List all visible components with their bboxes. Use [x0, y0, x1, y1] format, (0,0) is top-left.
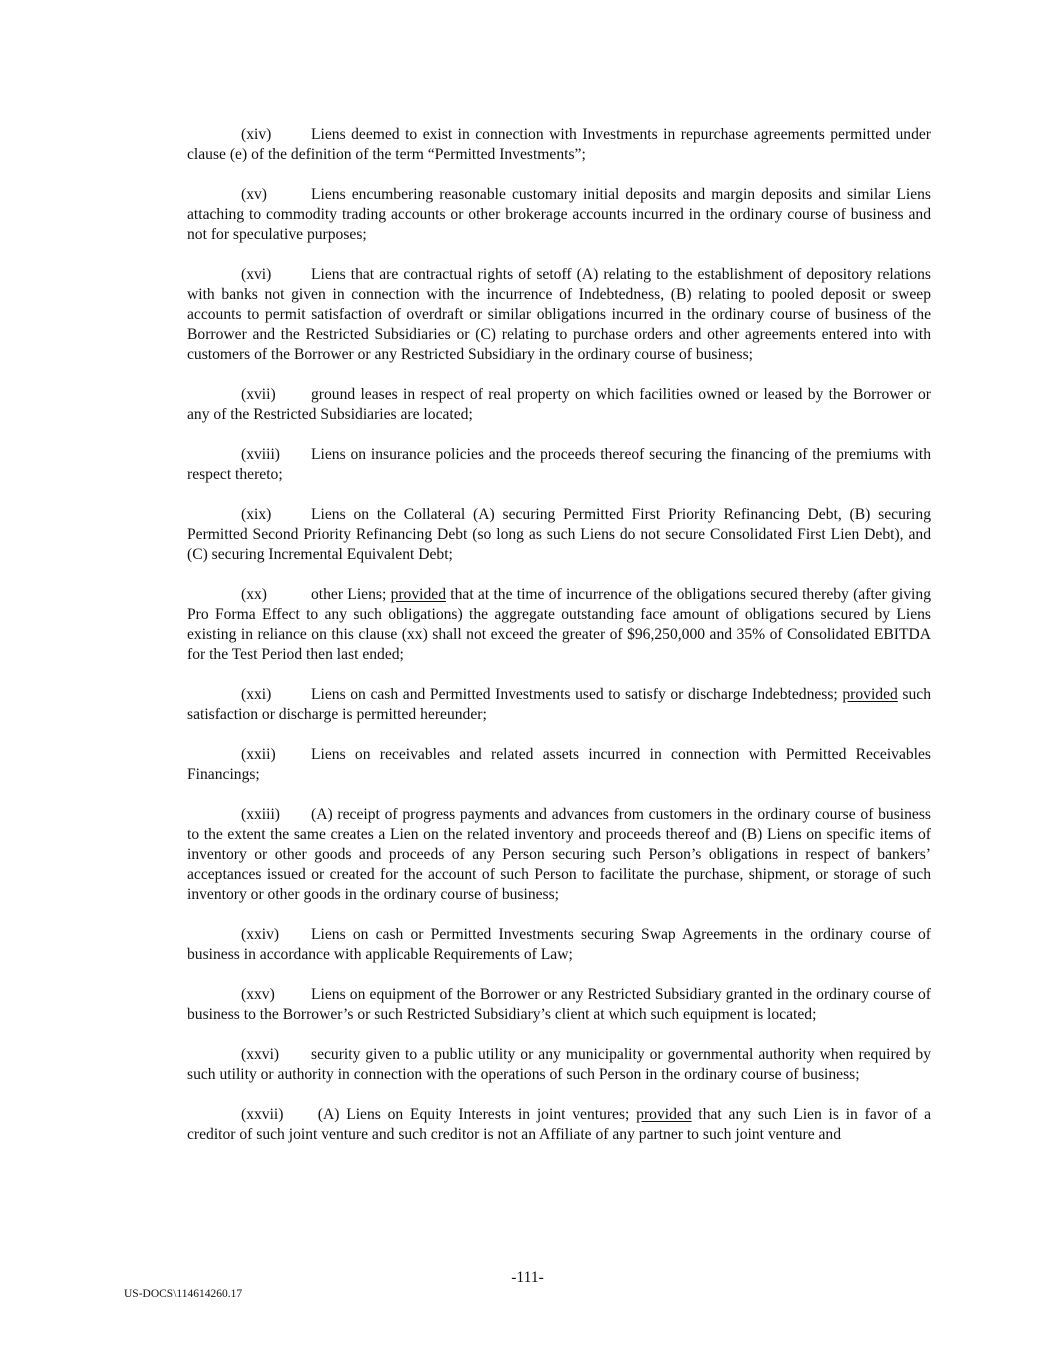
clause-xxiv	[187, 925, 931, 965]
clause-number: (xix)	[241, 506, 272, 523]
clause-text: Liens on the Collateral (A) securing Permitted First Priority Refinancing Debt, (B) securing Permitted Second Priority Refinancing Debt (so long as such Liens do not secure Consolidated First Lien Debt), and (C) securing Incremental Equivalent Debt;	[187, 506, 931, 563]
clause-number: (xxiii)	[241, 806, 280, 823]
clause-text: ground leases in respect of real property on which facilities owned or leased by the Borrower or any of the Restricted Subsidiaries are located;	[187, 386, 931, 423]
clause-number: (xxii)	[241, 746, 276, 763]
clause-text: Liens that are contractual rights of setoff (A) relating to the establishment of depository relations with banks not given in connection with the incurrence of Indebtedness, (B) relating to pooled deposit or sweep accounts to permit satisfaction of overdraft or similar obligations incurred in the ordinary course of business of the Borrower and the Restricted Subsidiaries or (C) relating to purchase orders and other agreements entered into with customers of the Borrower or any Restricted Subsidiary in the ordinary course of business;	[187, 266, 931, 363]
clause-text: Liens on insurance policies and the proceeds thereof securing the financing of the premiums with respect thereto;	[187, 446, 931, 483]
clause-xxvi	[187, 1045, 931, 1085]
clause-xv	[187, 185, 931, 245]
page-number: -111-	[511, 1269, 544, 1286]
clause-xx	[187, 585, 931, 665]
clause-text: (A) Liens on Equity Interests in joint ventures;	[311, 1106, 637, 1123]
clause-text: Liens on cash and Permitted Investments used to satisfy or discharge Indebtedness;	[311, 686, 843, 703]
provided-term: provided	[842, 686, 898, 703]
clause-number: (xxvii)	[241, 1106, 284, 1123]
clause-text: security given to a public utility or any municipality or governmental authority when required by such utility or authority in connection with the operations of such Person in the ordinary course of business;	[187, 1046, 931, 1083]
clause-text: Liens on receivables and related assets incurred in connection with Permitted Receivables Financings;	[187, 746, 931, 783]
clause-xxi	[187, 685, 931, 725]
clause-text: that at the time of incurrence of the obligations secured thereby (after giving Pro Forma Effect to any such obligations) the aggregate outstanding face amount of obligations secured by Liens existing in reliance on this clause (xx) shall not exceed the greater of $96,250,000 and 35% of Consolidated EBITDA for the Test Period then last ended;	[187, 586, 931, 663]
provided-term: provided	[636, 1106, 692, 1123]
clause-xxii	[187, 745, 931, 785]
clause-number: (xvii)	[241, 386, 276, 403]
clause-number: (xiv)	[241, 126, 272, 143]
clause-number: (xxiv)	[241, 926, 280, 943]
clause-xviii	[187, 445, 931, 485]
clause-xix	[187, 505, 931, 565]
clause-number: (xxv)	[241, 986, 275, 1003]
clause-xxvii	[187, 1105, 931, 1145]
clause-xiv	[187, 125, 931, 165]
clause-text: Liens deemed to exist in connection with Investments in repurchase agreements permitted under clause (e) of the definition of the term “Permitted Investments”;	[187, 126, 931, 163]
clause-text: Liens on cash or Permitted Investments securing Swap Agreements in the ordinary course of business in accordance with applicable Requirements of Law;	[187, 926, 931, 963]
document-id: US-DOCS\114614260.17	[124, 1288, 243, 1300]
clause-number: (xx)	[241, 586, 267, 603]
clause-xxv	[187, 985, 931, 1025]
clause-text: other Liens;	[311, 586, 391, 603]
clause-xvi	[187, 265, 931, 365]
clause-text: Liens encumbering reasonable customary initial deposits and margin deposits and similar Liens attaching to commodity trading accounts or other brokerage accounts incurred in the ordinary course of business and not for speculative purposes;	[187, 186, 931, 243]
clause-number: (xv)	[241, 186, 267, 203]
clause-text: such satisfaction or discharge is permitted hereunder;	[187, 686, 932, 723]
clause-xvii	[187, 385, 931, 425]
provided-term: provided	[390, 586, 446, 603]
clause-text: Liens on equipment of the Borrower or any Restricted Subsidiary granted in the ordinary course of business to the Borrower’s or such Restricted Subsidiary’s client at which such equipment is located;	[187, 986, 931, 1023]
clause-text: that any such Lien is in favor of a creditor of such joint venture and such creditor is not an Affiliate of any partner to such joint venture and	[187, 1106, 931, 1143]
clause-list	[187, 125, 931, 1165]
clause-number: (xxvi)	[241, 1046, 280, 1063]
clause-xxiii	[187, 805, 931, 905]
clause-number: (xvi)	[241, 266, 272, 283]
clause-number: (xxi)	[241, 686, 272, 703]
clause-text: (A) receipt of progress payments and advances from customers in the ordinary course of business to the extent the same creates a Lien on the related inventory and proceeds thereof and (B) Liens on specific items of inventory or other goods and proceeds of any Person securing such Person’s obligations in respect of bankers’ acceptances issued or created for the account of such Person to facilitate the purchase, shipment, or storage of such inventory or other goods in the ordinary course of business;	[187, 806, 931, 903]
clause-number: (xviii)	[241, 446, 280, 463]
